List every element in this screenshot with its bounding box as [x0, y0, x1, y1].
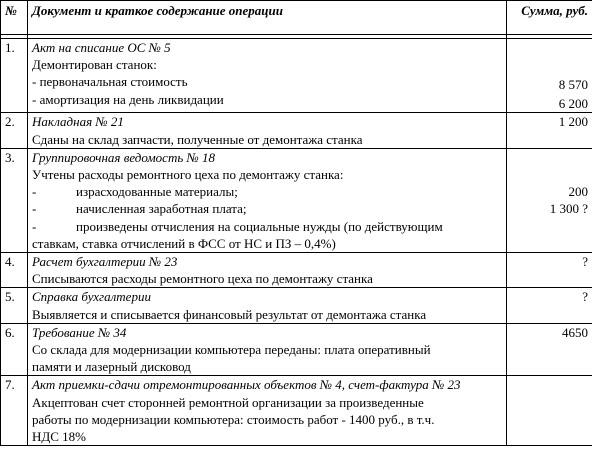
row-number: 3.: [1, 148, 28, 252]
description-line: НДС 18%: [32, 429, 87, 445]
row-description: [28, 288, 507, 323]
document-name: Накладная № 21: [32, 114, 124, 130]
row-description: [28, 39, 507, 113]
row-number: 5.: [1, 288, 28, 323]
table-row: [1, 113, 592, 148]
table-row: [1, 39, 592, 113]
row-number: 1.: [1, 39, 28, 113]
table-row: [1, 376, 592, 446]
row-description: [28, 323, 507, 376]
row-sum: [507, 148, 592, 252]
row-sum: [507, 323, 592, 376]
sum-value: 1 300 ?: [549, 201, 588, 217]
description-line: Сданы на склад запчасти, полученные от демонтажа станка: [32, 131, 363, 147]
document-name: Акт приемки-сдачи отремонтированных объектов № 4, счет-фактура № 23: [32, 377, 461, 393]
document-name: Справка бухгалтерии: [32, 289, 151, 305]
header-sum: Сумма, руб.: [507, 1, 592, 35]
description-line: ставкам, ставка отчислений в ФСС от НС и ПЗ – 0,4%): [32, 235, 336, 251]
row-sum: [507, 288, 592, 323]
description-line: Списываются расходы ремонтного цеха по демонтажу станка: [32, 271, 373, 287]
table-row: [1, 148, 592, 252]
sum-value: 8 570: [558, 77, 588, 92]
bullet-item: - произведены отчисления на социальные нужды (по действующим: [32, 218, 502, 235]
header-number: №: [1, 1, 28, 35]
document-name: Расчет бухгалтерии № 23: [32, 254, 178, 270]
row-description: [28, 113, 507, 148]
description-line: - первоначальная стоимость: [32, 74, 188, 90]
row-number: 6.: [1, 323, 28, 376]
table-row: [1, 323, 592, 376]
description-line: Акцептован счет сторонней ремонтной организации за произведенные: [32, 394, 424, 410]
description-line: памяти и лазерный дисковод: [32, 359, 191, 375]
document-name: Требование № 34: [32, 324, 127, 340]
header-description: Документ и краткое содержание операции: [28, 1, 507, 35]
sum-value: ?: [582, 254, 588, 270]
row-description: [28, 148, 507, 252]
sum-value: ?: [582, 289, 588, 305]
row-sum: [507, 113, 592, 148]
bullet-item: - начисленная заработная плата;: [32, 200, 502, 217]
table-header-row: [1, 1, 592, 35]
sum-value: 6 200: [558, 96, 588, 112]
document-name: Акт на списание ОС № 5: [32, 40, 171, 55]
row-sum: [507, 253, 592, 288]
bullet-text: произведены отчисления на социальные нужды (по действующим: [76, 218, 443, 234]
bullet-item: - израсходованные материалы;: [32, 183, 502, 200]
row-sum: [507, 39, 592, 113]
row-sum: [507, 376, 592, 446]
sum-value: 200: [568, 183, 588, 199]
description-line: работы по модернизации компьютера: стоимость работ - 1400 руб., в т.ч.: [32, 411, 435, 427]
row-number: 2.: [1, 113, 28, 148]
document-name: Группировочная ведомость № 18: [32, 149, 216, 165]
row-description: [28, 376, 507, 446]
description-line: - амортизация на день ликвидации: [32, 91, 224, 107]
description-line: Демонтирован станок:: [32, 57, 157, 73]
bullet-text: начисленная заработная плата;: [76, 201, 247, 217]
table-row: [1, 288, 592, 323]
description-line: Выявляется и списывается финансовый результат от демонтажа станка: [32, 306, 427, 322]
bullet-text: израсходованные материалы;: [76, 184, 238, 200]
row-number: 7.: [1, 376, 28, 446]
row-number: 4.: [1, 253, 28, 288]
row-description: [28, 253, 507, 288]
description-line: Учтены расходы ремонтного цеха по демонтажу станка:: [32, 167, 344, 183]
sum-value: 4650: [562, 324, 588, 340]
description-line: Со склада для модернизации компьютера переданы: плата оперативный: [32, 342, 431, 358]
table-row: [1, 253, 592, 288]
sum-value: 1 200: [558, 114, 588, 130]
